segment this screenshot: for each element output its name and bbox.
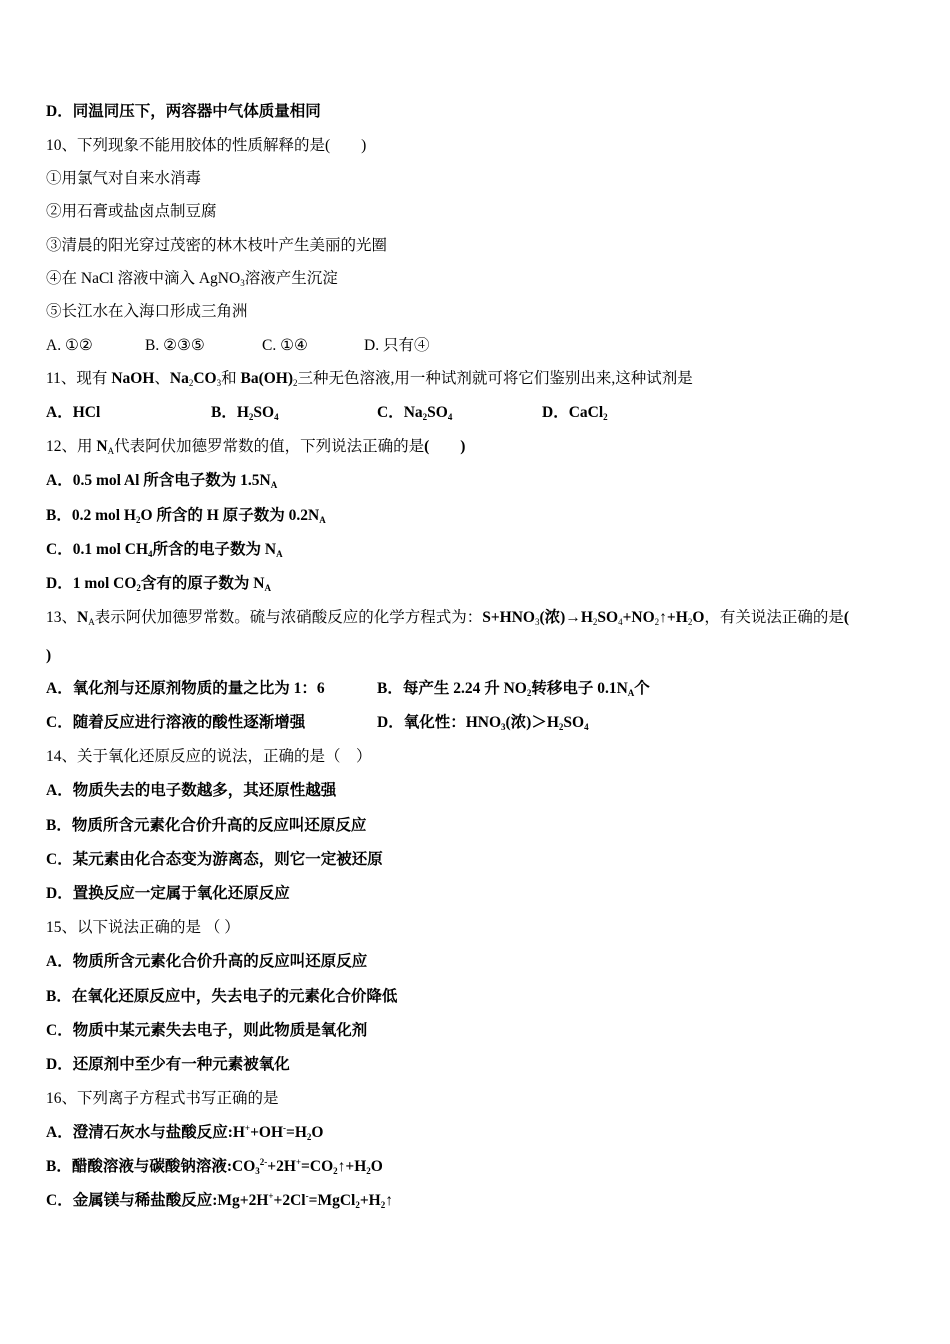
text-segment: C．0.1 mol CH <box>46 541 149 558</box>
document-line <box>46 850 383 870</box>
text-segment: Na <box>169 370 189 387</box>
text-segment: 个 <box>634 680 650 697</box>
text-segment: ↑+H <box>337 1158 367 1175</box>
text-segment: 11、现有 <box>46 370 112 387</box>
text-segment: B．醋酸溶液与碳酸钠溶液:CO <box>46 1158 256 1175</box>
text-segment: N <box>96 438 108 455</box>
text-segment: ②用石膏或盐卤点制豆腐 <box>46 203 217 220</box>
answer-option <box>262 336 308 356</box>
document-line <box>46 646 51 666</box>
text-segment: 2 <box>136 515 141 525</box>
text-segment: 2 <box>526 688 532 698</box>
answer-option <box>46 713 305 733</box>
text-segment: 2- <box>259 1157 268 1167</box>
text-segment: +NO <box>622 609 655 626</box>
text-segment: B．每产生 2.24 升 NO <box>377 680 527 697</box>
line-text <box>46 137 366 154</box>
text-segment: A <box>107 446 115 456</box>
text-segment: 三种无色溶液,用一种试剂就可将它们鉴别出来,这种试剂是 <box>297 370 693 387</box>
text-segment: 4 <box>618 617 623 627</box>
text-segment: 4 <box>274 412 279 422</box>
text-segment: C．某元素由化合态变为游离态，则它一定被还原 <box>46 851 383 868</box>
line-text <box>46 575 271 592</box>
document-line <box>46 369 693 389</box>
line-text <box>46 270 338 287</box>
document-line <box>46 506 326 526</box>
text-segment: SO <box>427 404 448 421</box>
text-segment: O <box>311 1124 324 1141</box>
text-segment: B. ②③⑤ <box>145 337 205 354</box>
text-segment: A．澄清石灰水与盐酸反应:H <box>46 1124 245 1141</box>
document-line <box>46 1089 279 1109</box>
text-segment: 3 <box>240 278 245 288</box>
text-segment: +2Cl <box>273 1192 306 1209</box>
text-segment: A. ①② <box>46 337 93 354</box>
line-text <box>46 507 326 524</box>
text-segment: Ba(OH) <box>240 370 294 387</box>
text-segment: D. 只有④ <box>364 337 430 354</box>
text-segment: A．物质所含元素化合价升高的反应叫还原反应 <box>46 953 368 970</box>
text-segment: A <box>88 617 95 627</box>
line-text <box>46 472 277 489</box>
line-text <box>46 1192 393 1209</box>
text-segment: CO <box>193 370 217 387</box>
text-segment: 4 <box>148 549 153 559</box>
text-segment: =CO <box>301 1158 334 1175</box>
text-segment: D．还原剂中至少有一种元素被氧化 <box>46 1056 290 1073</box>
text-segment: 表示阿伏加德罗常数。硫与浓硝酸反应的化学方程式为： <box>94 609 483 626</box>
text-segment: SO <box>253 404 275 421</box>
line-text <box>46 919 240 936</box>
text-segment: (浓)＞H <box>505 714 559 731</box>
text-segment: N <box>77 609 89 626</box>
line-text <box>46 609 849 626</box>
text-segment: ③清晨的阳光穿过茂密的林木枝叶产生美丽的光圈 <box>46 237 388 254</box>
text-segment: (浓)→H <box>539 609 593 626</box>
line-text <box>46 953 367 970</box>
answer-option <box>377 679 650 699</box>
text-segment: B．在氧化还原反应中，失去电子的元素化合价降低 <box>46 988 398 1005</box>
text-segment: A．0.5 mol Al 所含电子数为 1.5N <box>46 472 271 489</box>
document-line <box>46 781 336 801</box>
document-line <box>46 747 372 767</box>
text-segment: 12、用 <box>46 438 97 455</box>
text-segment: 2 <box>558 722 564 732</box>
text-segment: A．氧化剂与还原剂物质的量之比为 1：6 <box>46 680 325 697</box>
line-text <box>46 988 397 1005</box>
text-segment: D．置换反应一定属于氧化还原反应 <box>46 885 290 902</box>
document-line <box>46 136 366 156</box>
text-segment: 3 <box>501 722 506 732</box>
text-segment: +OH <box>250 1124 284 1141</box>
text-segment: + <box>295 1157 302 1167</box>
text-segment: 2 <box>333 1166 338 1176</box>
document-line <box>46 169 201 189</box>
line-text <box>46 1124 323 1141</box>
text-segment: 2 <box>293 378 298 388</box>
text-segment: B．H <box>211 404 249 421</box>
text-segment: B．物质所含元素化合价升高的反应叫还原反应 <box>46 817 367 834</box>
text-segment: 转移电子 0.1N <box>531 680 628 697</box>
text-segment: =MgCl <box>308 1192 356 1209</box>
text-segment: A．HCl <box>46 404 101 421</box>
text-segment: ，有关说法正确的是 <box>704 609 844 626</box>
text-segment: 4 <box>584 722 589 732</box>
line-text <box>46 438 465 455</box>
line-text <box>46 237 387 254</box>
document-line <box>46 540 283 560</box>
text-segment: SO <box>597 609 619 626</box>
text-segment: 2 <box>422 412 428 422</box>
line-text <box>46 203 217 220</box>
text-segment: C. ①④ <box>262 337 308 354</box>
answer-option <box>211 403 279 423</box>
text-segment: 14、关于氧化还原反应的说法，正确的是（ ） <box>46 748 372 765</box>
text-segment: C．物质中某元素失去电子，则此物质是氧化剂 <box>46 1022 368 1039</box>
line-text <box>46 103 321 120</box>
document-line <box>46 987 397 1007</box>
text-segment: 3 <box>216 378 222 388</box>
text-segment: C．Na <box>377 404 423 421</box>
answer-option <box>46 403 100 423</box>
text-segment: 2 <box>366 1166 371 1176</box>
document-line <box>46 952 367 972</box>
document-line <box>46 302 248 322</box>
text-segment: 2 <box>380 1200 386 1210</box>
text-segment: 2 <box>306 1132 312 1142</box>
answer-option <box>542 403 608 423</box>
text-segment: 溶液产生沉淀 <box>244 270 338 287</box>
answer-option <box>145 336 205 356</box>
text-segment: 2 <box>248 412 254 422</box>
text-segment: + <box>244 1123 251 1133</box>
text-segment: 4 <box>447 412 453 422</box>
text-segment: O 所含的 H 原子数为 0.2N <box>140 507 320 524</box>
document-line <box>46 437 465 457</box>
line-text <box>46 1158 383 1175</box>
line-text <box>46 851 383 868</box>
line-text <box>46 647 51 664</box>
text-segment: O <box>692 609 705 626</box>
text-segment: 代表阿伏加德罗常数的值，下列说法正确的是 <box>114 438 425 455</box>
document-line <box>46 102 321 122</box>
text-segment: + <box>268 1191 274 1201</box>
document-line <box>46 202 217 222</box>
text-segment: D．同温同压下，两容器中气体质量相同 <box>46 103 321 120</box>
document-line <box>46 608 849 628</box>
line-text <box>46 817 366 834</box>
text-segment: ( ) <box>424 438 466 455</box>
text-segment: 2 <box>592 617 598 627</box>
text-segment: =H <box>286 1124 307 1141</box>
document-line <box>46 1123 323 1143</box>
text-segment: NaOH <box>111 370 155 387</box>
text-segment: ↑ <box>385 1192 393 1209</box>
text-segment: 15、以下说法正确的是 （ ） <box>46 919 240 936</box>
text-segment: C．金属镁与稀盐酸反应:Mg+2H <box>46 1192 269 1209</box>
line-text <box>46 1022 367 1039</box>
document-line <box>46 1021 367 1041</box>
text-segment: +H <box>359 1192 381 1209</box>
text-segment: 含有的原子数为 N <box>140 575 265 592</box>
text-segment: B．0.2 mol H <box>46 507 136 524</box>
text-segment: 2 <box>188 378 194 388</box>
line-text <box>46 170 201 187</box>
answer-option <box>46 336 93 356</box>
text-segment: D．CaCl <box>542 404 604 421</box>
text-segment: ④在 NaCl 溶液中滴入 AgNO <box>46 270 241 287</box>
text-segment: ↑+H <box>659 609 688 626</box>
document-line <box>46 236 387 256</box>
text-segment: S+HNO <box>482 609 535 626</box>
document-line <box>46 884 290 904</box>
line-text <box>46 1056 290 1073</box>
text-segment: A <box>276 549 283 559</box>
line-text <box>46 303 248 320</box>
text-segment: 2 <box>136 583 141 593</box>
answer-option <box>364 336 429 356</box>
text-segment: 、 <box>154 370 170 387</box>
document-line <box>46 1157 383 1177</box>
text-segment: 2 <box>355 1200 360 1210</box>
text-segment: - <box>283 1123 287 1133</box>
line-text <box>46 1090 279 1107</box>
line-text <box>46 541 283 558</box>
text-segment: A．物质失去的电子数越多，其还原性越强 <box>46 782 337 799</box>
line-text <box>46 885 290 902</box>
answer-option <box>377 713 589 733</box>
text-segment: 10、下列现象不能用胶体的性质解释的是( ) <box>46 137 367 154</box>
text-segment: +2H <box>267 1158 296 1175</box>
text-segment: 2 <box>687 617 693 627</box>
text-segment: SO <box>563 714 585 731</box>
text-segment: 和 <box>221 370 241 387</box>
text-segment: O <box>370 1158 383 1175</box>
line-text <box>46 782 336 799</box>
text-segment: 2 <box>654 617 660 627</box>
text-segment: ⑤长江水在入海口形成三角洲 <box>46 303 248 320</box>
text-segment: A <box>319 515 326 525</box>
text-segment: D．1 mol CO <box>46 575 137 592</box>
document-line <box>46 1055 290 1075</box>
document-line <box>46 471 277 491</box>
text-segment: A <box>264 583 271 593</box>
text-segment: - <box>305 1191 309 1201</box>
text-segment: ( <box>843 609 850 626</box>
line-text <box>46 370 693 387</box>
text-segment: 3 <box>535 617 540 627</box>
text-segment: 3 <box>255 1166 260 1176</box>
document-line <box>46 1191 393 1211</box>
text-segment: 13、 <box>46 609 78 626</box>
text-segment: 16、下列离子方程式书写正确的是 <box>46 1090 279 1107</box>
text-segment: C．随着反应进行溶液的酸性逐渐增强 <box>46 714 306 731</box>
document-line <box>46 574 271 594</box>
document-line <box>46 918 240 938</box>
text-segment: ) <box>46 647 52 664</box>
text-segment: D．氧化性：HNO <box>377 714 502 731</box>
text-segment: A <box>627 688 635 698</box>
answer-option <box>377 403 452 423</box>
line-text <box>46 748 372 765</box>
document-line <box>46 269 338 289</box>
document-line <box>46 816 366 836</box>
answer-option <box>46 679 325 699</box>
text-segment: A <box>270 480 278 490</box>
text-segment: ①用氯气对自来水消毒 <box>46 170 202 187</box>
text-segment: 所含的电子数为 N <box>152 541 277 558</box>
text-segment: 2 <box>603 412 608 422</box>
